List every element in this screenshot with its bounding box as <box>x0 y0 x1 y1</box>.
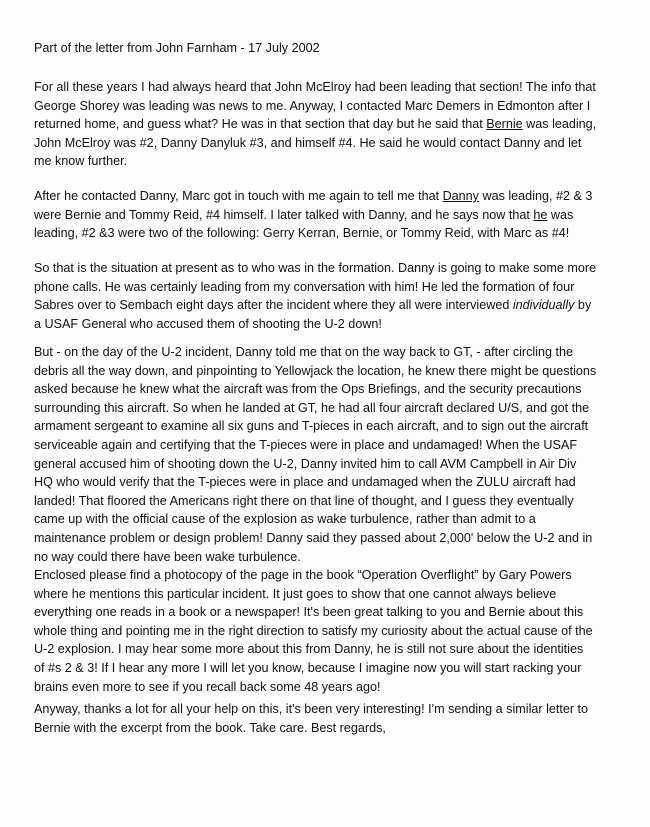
text-run: But - on the day of the U-2 incident, Danny told me that on the way back to GT, - after circling the <box>34 345 574 359</box>
text-line <box>34 78 634 97</box>
text-run: was leading, <box>522 117 597 132</box>
letter-title: Part of the letter from John Farnham - 17 July 2002 <box>34 41 320 55</box>
text-line <box>34 380 634 399</box>
underlined-text: he <box>533 207 548 222</box>
text-run: surrounding this aircraft. So when he landed at GT, he had all four aircraft declared U/S, and got the <box>34 400 590 415</box>
text-run: by <box>574 298 592 313</box>
underlined-text: Bernie <box>486 117 523 132</box>
text-run: was <box>547 207 574 222</box>
text-line <box>34 473 634 492</box>
text-run: After he contacted Danny, Marc got in touch with me again to tell me that <box>34 189 443 203</box>
text-run: asked because he knew what the aircraft was from the Ops Briefings, and the security precautions <box>34 382 582 397</box>
paragraph-3 <box>34 259 634 333</box>
text-run: Enclosed please find a photocopy of the page in the book “Operation Overflight” by Gary Powers <box>34 568 572 582</box>
text-line <box>34 719 634 738</box>
text-run: general accused him of shooting down the U-2, Danny invited him to call AVM Campbell in Air Div <box>34 456 577 471</box>
text-run: whole thing and pointing me in the right direction to satisfy my curiosity about the actual cause of the <box>34 623 593 638</box>
text-line <box>34 259 634 278</box>
text-line <box>34 417 634 436</box>
text-line <box>34 548 634 567</box>
text-line <box>34 510 634 529</box>
text-run: where he mentions this particular incident. It just goes to show that one cannot always believe <box>34 586 557 601</box>
text-run: everything one reads in a book or a newspaper! It's been great talking to you and Bernie about this <box>34 605 584 620</box>
text-run: maintenance problem or design problem! Danny said they passed about 2,000' below the U-2 and in <box>34 530 593 545</box>
text-run: So that is the situation at present as to who was in the formation. Danny is going to make some more <box>34 261 597 275</box>
text-run: were Bernie and Tommy Reid, #4 himself. I later talked with Danny, and he says now that <box>34 207 534 222</box>
text-line <box>34 622 634 641</box>
italic-text: individually <box>512 298 575 313</box>
text-run: U-2 explosion. I may hear some more about this from Danny, he is still not sure about the identities <box>34 642 584 657</box>
underlined-text: Danny <box>442 189 479 203</box>
text-line <box>34 659 634 678</box>
text-run: brains even more to see if you recall back some 48 years ago! <box>34 679 381 694</box>
text-run: no way could there have been wake turbulence. <box>34 549 301 564</box>
text-line <box>34 362 634 381</box>
text-line <box>34 678 634 697</box>
text-line <box>34 343 634 362</box>
text-line <box>34 152 634 171</box>
text-run: me know further. <box>34 154 128 169</box>
paragraph-5 <box>34 566 634 696</box>
text-run: Anyway, thanks a lot for all your help on this, it's been very interesting! I'm sending a similar letter to <box>34 702 589 716</box>
text-line <box>34 134 634 153</box>
text-line <box>34 603 634 622</box>
text-line <box>34 97 634 116</box>
text-line <box>34 640 634 659</box>
text-line <box>34 115 634 134</box>
text-line <box>34 436 634 455</box>
text-run: leading, #2 &3 were two of the following: Gerry Kerran, Bernie, or Tommy Reid, with Marc as #4! <box>34 226 570 241</box>
paragraph-1 <box>34 78 634 171</box>
paragraph-2 <box>34 187 634 243</box>
text-run: debris all the way down, and pinpointing to Yellowjack the location, he knew there might be questions <box>34 363 597 378</box>
text-run: serviceable again and certifying that the T-pieces were in place and undamaged! When the USAF <box>34 437 578 452</box>
text-line <box>34 566 634 585</box>
text-line <box>34 455 634 474</box>
text-run: Bernie with the excerpt from the book. Take care. Best regards, <box>34 720 386 735</box>
text-line <box>34 700 634 719</box>
text-line <box>34 187 634 206</box>
paragraph-4 <box>34 343 634 566</box>
text-run: was leading, #2 & 3 <box>478 189 593 203</box>
text-line <box>34 296 634 315</box>
text-run: George Shorey was leading was news to me. Anyway, I contacted Marc Demers in Edmonton after I <box>34 98 591 113</box>
text-run: landed! That floored the Americans right there on that line of thought, and I guess they eventually <box>34 493 574 508</box>
text-line <box>34 278 634 297</box>
text-run: For all these years I had always heard that John McElroy had been leading that section! The info that <box>34 80 596 94</box>
text-run: phone calls. He was certainly leading from my conversation with him! He led the formation of four <box>34 279 575 294</box>
text-line <box>34 529 634 548</box>
text-run: Sabres over to Sembach eight days after the incident where they all were interviewed <box>34 298 513 313</box>
text-run: returned home, and guess what? He was in that section that day but he said that <box>34 117 487 132</box>
text-line <box>34 224 634 243</box>
text-line <box>34 492 634 511</box>
text-run: came up with the official cause of the explosion as wake turbulence, rather than admit to a <box>34 512 536 527</box>
paragraph-6 <box>34 700 634 737</box>
text-run: a USAF General who accused them of shooting the U-2 down! <box>34 316 382 331</box>
text-run: armament sergeant to examine all six guns and T-pieces in each aircraft, and to sign out the aircraft <box>34 419 589 434</box>
text-run: HQ who would verify that the T-pieces were in place and undamaged when the ZULU aircraft had <box>34 475 576 490</box>
text-line <box>34 399 634 418</box>
text-run: of #s 2 & 3! If I hear any more I will let you know, because I imagine now you will start racking your <box>34 660 582 675</box>
text-line <box>34 585 634 604</box>
text-line <box>34 315 634 334</box>
text-run: John McElroy was #2, Danny Danyluk #3, and himself #4. He said he would contact Danny and let <box>34 135 582 150</box>
text-line <box>34 206 634 225</box>
